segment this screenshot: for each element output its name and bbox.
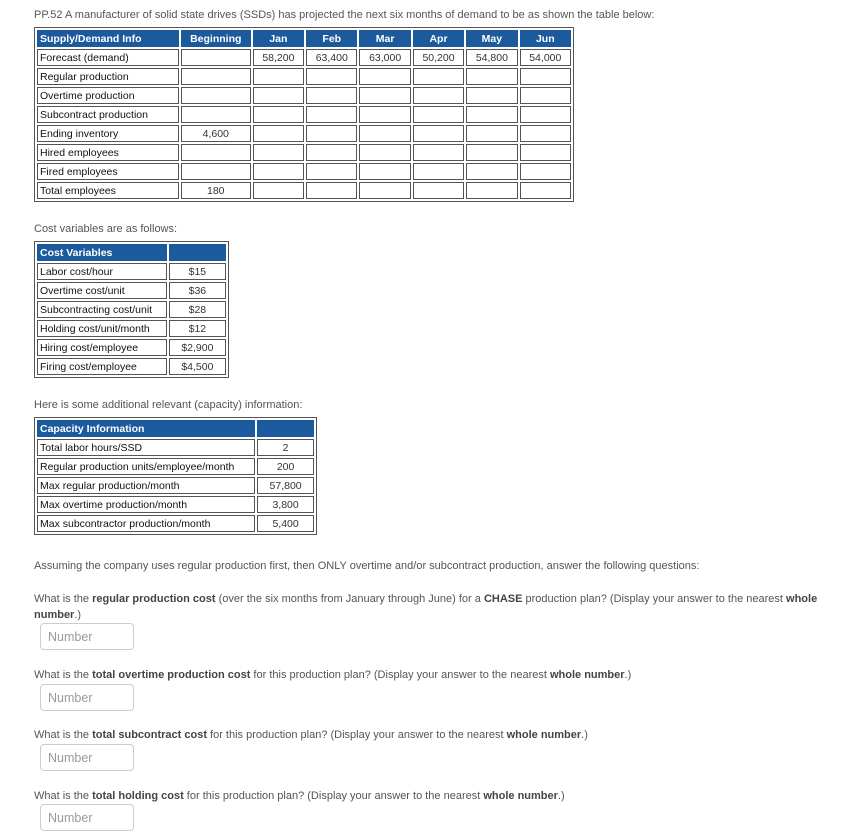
row-label: Holding cost/unit/month — [37, 320, 167, 337]
table-row — [37, 163, 571, 180]
table-cell: 63,000 — [359, 49, 410, 66]
row-value: 57,800 — [257, 477, 314, 494]
capacity-information-table — [34, 417, 317, 535]
cost-intro: Cost variables are as follows: — [34, 223, 178, 235]
table-cell — [466, 182, 517, 199]
table-cell — [413, 163, 464, 180]
table-cell: 54,000 — [520, 49, 571, 66]
table-row — [37, 439, 314, 456]
table-cell — [253, 68, 304, 85]
table-cell — [413, 106, 464, 123]
row-label: Labor cost/hour — [37, 263, 167, 280]
column-header-mar: Mar — [359, 30, 410, 47]
table-cell — [253, 144, 304, 161]
row-label: Hired employees — [37, 144, 179, 161]
table-row — [37, 68, 571, 85]
question-3: What is the total subcontract cost for this production plan? (Display your answer to the nearest whole number.) — [34, 729, 588, 741]
table-row — [37, 182, 571, 199]
table-cell — [520, 106, 571, 123]
table-cell — [520, 144, 571, 161]
row-label: Overtime production — [37, 87, 179, 104]
question-4: What is the total holding cost for this production plan? (Display your answer to the nearest whole number.) — [34, 790, 565, 802]
table-cell — [306, 182, 357, 199]
table-cell — [359, 68, 410, 85]
question-2: What is the total overtime production cost for this production plan? (Display your answer to the nearest whole number.) — [34, 669, 632, 681]
row-label: Subcontracting cost/unit — [37, 301, 167, 318]
table-cell: 63,400 — [306, 49, 357, 66]
column-header-may: May — [466, 30, 517, 47]
table-cell — [253, 87, 304, 104]
row-label: Hiring cost/employee — [37, 339, 167, 356]
row-value: 200 — [257, 458, 314, 475]
table-row — [37, 106, 571, 123]
table-row — [37, 339, 226, 356]
table-row — [37, 301, 226, 318]
table-cell: 4,600 — [181, 125, 251, 142]
table-row — [37, 496, 314, 513]
row-label: Fired employees — [37, 163, 179, 180]
problem-intro: PP.52 A manufacturer of solid state drives (SSDs) has projected the next six months of demand to be as shown the table below: — [34, 9, 655, 21]
subcontract-cost-input[interactable] — [40, 744, 134, 771]
table-row — [37, 458, 314, 475]
table-cell — [520, 163, 571, 180]
row-label: Ending inventory — [37, 125, 179, 142]
overtime-production-cost-input[interactable] — [40, 684, 134, 711]
table-cell — [181, 49, 251, 66]
row-value: $4,500 — [169, 358, 226, 375]
table-cell — [306, 68, 357, 85]
table-row — [37, 358, 226, 375]
table-cell — [306, 87, 357, 104]
table-cell — [413, 87, 464, 104]
table-cell: 180 — [181, 182, 251, 199]
table-row — [37, 125, 571, 142]
column-header-label: Supply/Demand Info — [37, 30, 179, 47]
table-row — [37, 477, 314, 494]
cost-table-header-value — [169, 244, 226, 261]
table-cell — [413, 125, 464, 142]
table-cell — [181, 87, 251, 104]
capacity-table-header-value — [257, 420, 314, 437]
table-cell — [466, 106, 517, 123]
row-label: Max regular production/month — [37, 477, 255, 494]
table-cell — [253, 182, 304, 199]
table-cell — [413, 144, 464, 161]
row-label: Regular production units/employee/month — [37, 458, 255, 475]
row-value: $12 — [169, 320, 226, 337]
table-cell — [253, 163, 304, 180]
table-cell — [181, 106, 251, 123]
row-value: $15 — [169, 263, 226, 280]
column-header-jun: Jun — [520, 30, 571, 47]
table-header-row — [37, 420, 314, 437]
column-header-beginning: Beginning — [181, 30, 251, 47]
table-cell — [413, 182, 464, 199]
column-header-jan: Jan — [253, 30, 304, 47]
table-row — [37, 263, 226, 280]
table-cell — [413, 68, 464, 85]
table-cell — [306, 106, 357, 123]
table-row — [37, 282, 226, 299]
row-label: Overtime cost/unit — [37, 282, 167, 299]
table-cell — [181, 163, 251, 180]
table-cell — [466, 163, 517, 180]
table-cell — [466, 87, 517, 104]
table-header-row — [37, 244, 226, 261]
table-cell — [359, 182, 410, 199]
row-label: Total employees — [37, 182, 179, 199]
table-cell — [359, 125, 410, 142]
column-header-apr: Apr — [413, 30, 464, 47]
table-cell — [359, 106, 410, 123]
row-value: $36 — [169, 282, 226, 299]
table-row — [37, 320, 226, 337]
table-cell: 54,800 — [466, 49, 517, 66]
assumption-text: Assuming the company uses regular production first, then ONLY overtime and/or subcontract production, answer the following questions: — [34, 560, 700, 572]
table-cell — [520, 125, 571, 142]
capacity-table-header: Capacity Information — [37, 420, 255, 437]
table-row — [37, 49, 571, 66]
row-value: $2,900 — [169, 339, 226, 356]
row-label: Max overtime production/month — [37, 496, 255, 513]
table-cell — [520, 182, 571, 199]
row-label: Subcontract production — [37, 106, 179, 123]
table-cell — [520, 87, 571, 104]
row-label: Forecast (demand) — [37, 49, 179, 66]
table-cell — [306, 163, 357, 180]
row-value: 3,800 — [257, 496, 314, 513]
table-cell — [306, 144, 357, 161]
table-cell — [520, 68, 571, 85]
capacity-intro: Here is some additional relevant (capacity) information: — [34, 399, 303, 411]
table-cell — [181, 144, 251, 161]
row-value: $28 — [169, 301, 226, 318]
table-cell — [466, 125, 517, 142]
row-label: Firing cost/employee — [37, 358, 167, 375]
table-row — [37, 515, 314, 532]
table-header-row — [37, 30, 571, 47]
table-cell — [181, 68, 251, 85]
table-cell — [466, 144, 517, 161]
row-label: Total labor hours/SSD — [37, 439, 255, 456]
table-row — [37, 87, 571, 104]
table-cell — [359, 144, 410, 161]
table-cell — [359, 87, 410, 104]
table-cell — [359, 163, 410, 180]
column-header-feb: Feb — [306, 30, 357, 47]
table-cell: 50,200 — [413, 49, 464, 66]
table-cell — [253, 125, 304, 142]
cost-table-header: Cost Variables — [37, 244, 167, 261]
table-cell — [253, 106, 304, 123]
table-cell: 58,200 — [253, 49, 304, 66]
row-value: 5,400 — [257, 515, 314, 532]
question-1: What is the regular production cost (over the six months from January through June) for a CHASE production plan? (Display your answer to the nearest whole number.) — [34, 593, 818, 621]
table-cell — [466, 68, 517, 85]
row-label: Regular production — [37, 68, 179, 85]
row-label: Max subcontractor production/month — [37, 515, 255, 532]
holding-cost-input[interactable] — [40, 804, 134, 831]
cost-variables-table — [34, 241, 229, 378]
regular-production-cost-input[interactable] — [40, 623, 134, 650]
supply-demand-table — [34, 27, 574, 202]
table-row — [37, 144, 571, 161]
row-value: 2 — [257, 439, 314, 456]
table-cell — [306, 125, 357, 142]
